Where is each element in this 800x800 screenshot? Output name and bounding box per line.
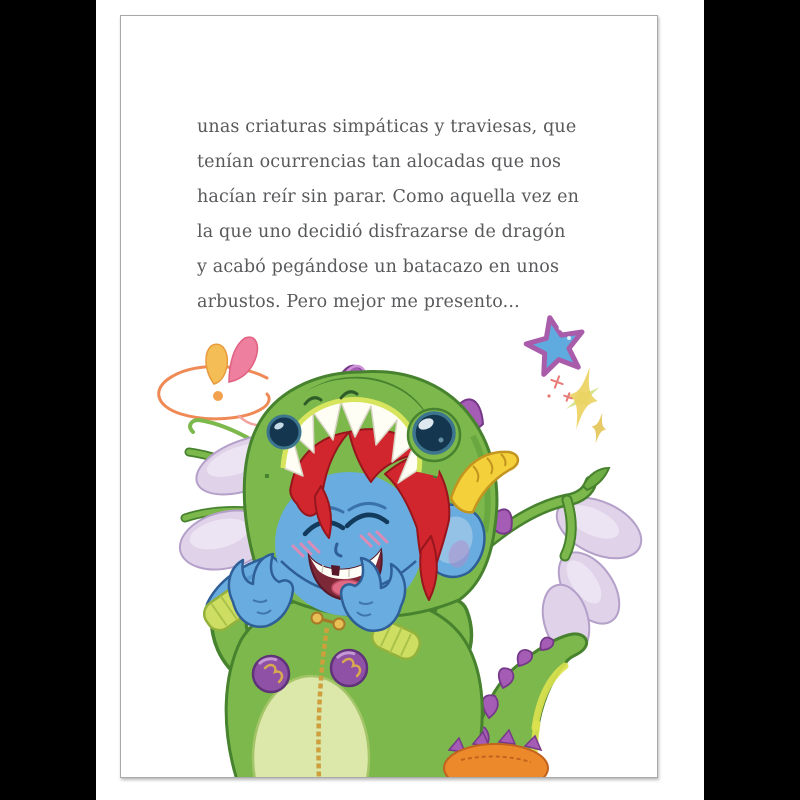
star-icon xyxy=(526,318,582,375)
suit-button xyxy=(253,656,289,692)
heart-doodle-icon xyxy=(159,337,275,425)
story-line: unas criaturas simpáticas y traviesas, que xyxy=(197,117,577,137)
story-line: tenían ocurrencias tan alocadas que nos xyxy=(197,152,562,172)
book-page xyxy=(120,15,658,778)
character-illustration xyxy=(121,16,657,777)
story-line: la que uno decidió disfrazarse de dragón xyxy=(197,222,566,242)
zipper-pull xyxy=(312,613,323,624)
story-line: arbustos. Pero mejor me presento... xyxy=(197,292,520,312)
right-letterbox-bar xyxy=(704,0,800,800)
story-line: hacían reír sin parar. Como aquella vez en xyxy=(197,187,580,207)
sparkles-icon xyxy=(547,364,609,446)
story-line: y acabó pegándose un batacazo en unos xyxy=(197,257,560,277)
suit-button xyxy=(331,650,367,686)
left-letterbox-bar xyxy=(0,0,96,800)
